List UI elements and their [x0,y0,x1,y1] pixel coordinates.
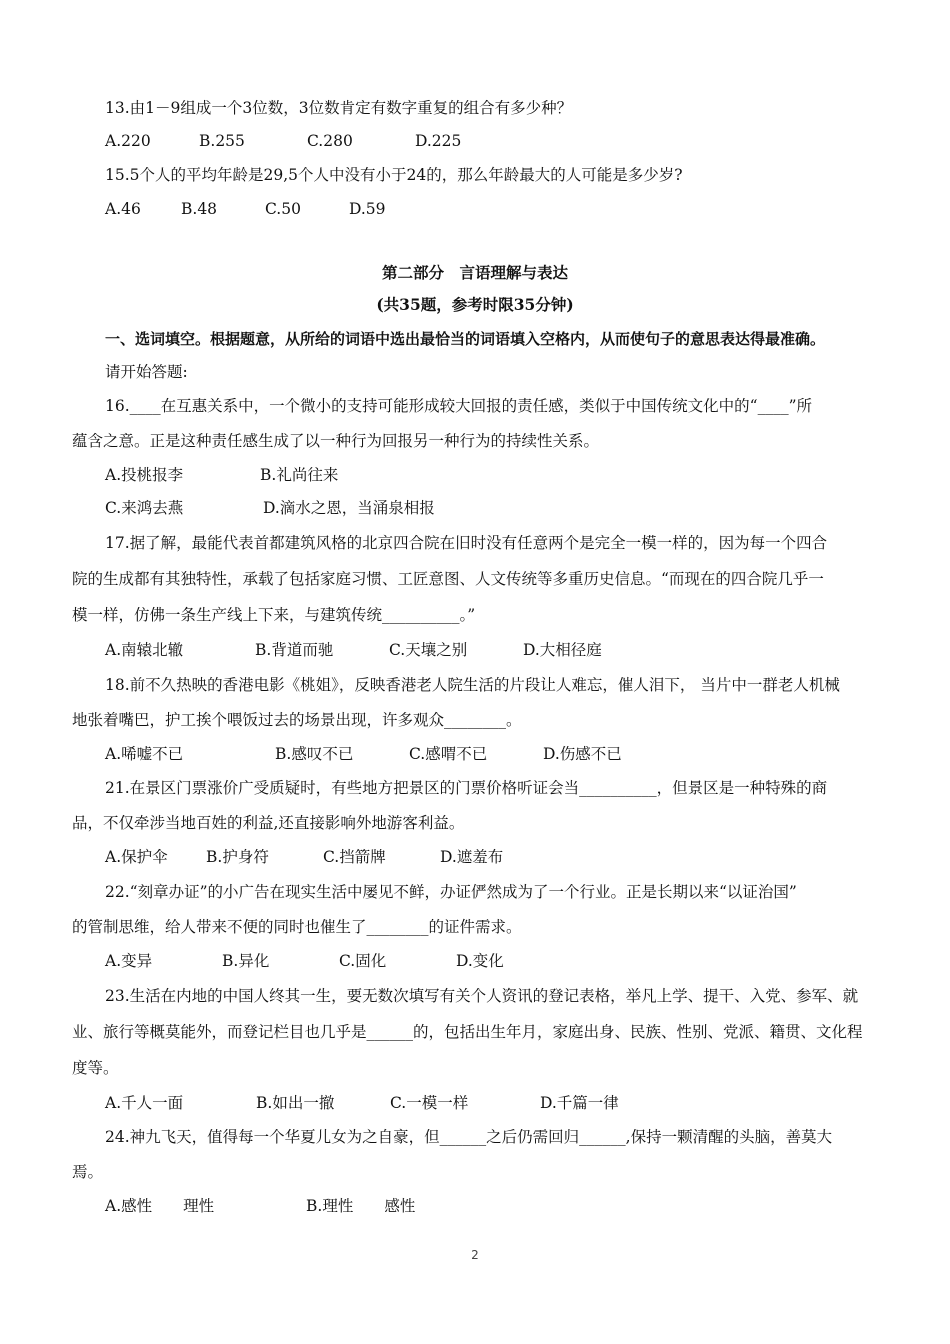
question-18-line2: 地张着嘴巴，护工挨个喂饭过去的场景出现，许多观众________。 [72,711,522,729]
question-23-line3: 度等。 [72,1059,119,1077]
option-d: D.千篇一律 [540,1094,619,1112]
option-c: C.50 [265,200,301,218]
option-d: D.伤感不已 [543,745,622,763]
question-17-line2: 院的生成都有其独特性，承载了包括家庭习惯、工匠意图、人文传统等多重历史信息。“而现在的四合院几乎一 [72,570,824,588]
question-15-options [105,199,386,219]
question-16-line2: 蕴含之意。正是这种责任感生成了以一种行为回报另一种行为的持续性关系。 [72,432,600,450]
question-24-line1: 24.神九飞天，值得每一个华夏儿女为之自豪，但______之后仍需回归______,保持一颗清醒的头脑，善莫大 [105,1128,833,1146]
option-a: A.投桃报李 [105,466,184,484]
option-a: A.220 [105,132,151,150]
question-16-options-row2 [105,498,435,518]
option-b: B.礼尚往来 [260,466,339,484]
question-18-line1: 18.前不久热映的香港电影《桃姐》，反映香港老人院生活的片段让人难忘，催人泪下， 当片中一群老人机械 [105,676,840,694]
option-d: D.变化 [456,952,504,970]
question-21-line1: 21.在景区门票涨价广受质疑时，有些地方把景区的门票价格听证会当__________，但景区是一种特殊的商 [105,779,828,797]
question-17-line1: 17.据了解，最能代表首都建筑风格的北京四合院在旧时没有任意两个是完全一模一样的，因为每一个四合 [105,534,828,552]
option-b: B.理性 感性 [306,1197,416,1215]
question-24-line2: 焉。 [72,1163,104,1181]
option-c: C.一模一样 [390,1094,469,1112]
option-b: B.感叹不已 [275,745,354,763]
question-23-options [105,1093,619,1113]
section-subtitle: (共35题，参考时限35分钟) [376,295,574,314]
option-b: B.48 [181,200,218,218]
question-22-line1: 22.“刻章办证”的小广告在现实生活中屡见不鲜，办证俨然成为了一个行业。正是长期以来“以证治国” [105,883,797,901]
question-13-options [105,131,461,151]
question-22-options [105,951,504,971]
question-21-options [105,847,503,867]
option-a: A.感性 理性 [105,1197,215,1215]
question-15-stem: 15.5个人的平均年龄是29,5个人中没有小于24的，那么年龄最大的人可能是多少岁? [105,166,683,184]
section-title: 第二部分 言语理解与表达 [381,263,568,282]
option-d: D.225 [415,132,462,150]
option-d: D.59 [349,200,386,218]
option-d: D.大相径庭 [523,641,602,659]
start-prompt: 请开始答题: [105,363,188,381]
option-b: B.如出一撤 [256,1094,335,1112]
option-c: C.天壤之别 [389,641,468,659]
question-21-line2: 品，不仅牵涉当地百姓的利益,还直接影响外地游客利益。 [72,814,465,832]
option-b: B.背道而驰 [255,641,334,659]
option-d: D.滴水之恩，当涌泉相报 [263,499,435,517]
option-c: C.280 [307,132,353,150]
option-a: A.唏嘘不已 [105,745,184,763]
option-c: C.挡箭牌 [323,848,386,866]
option-b: B.255 [199,132,245,150]
section-instruction: 一、选词填空。根据题意，从所给的词语中选出最恰当的词语填入空格内，从而使句子的意思表达得最准确。 [105,330,826,348]
option-c: C.固化 [339,952,387,970]
question-24-options [105,1196,415,1216]
question-16-line1: 16.____在互惠关系中，一个微小的支持可能形成较大回报的责任感，类似于中国传统文化中的“____”所 [105,397,813,415]
question-16-options-row1 [105,465,338,485]
option-a: A.保护伞 [105,848,168,866]
option-d: D.遮羞布 [440,848,504,866]
question-22-line2: 的管制思维，给人带来不便的同时也催生了________的证件需求。 [72,918,522,936]
option-a: A.变异 [105,952,153,970]
option-b: B.护身符 [206,848,269,866]
option-c: C.来鸿去燕 [105,499,184,517]
option-b: B.异化 [222,952,270,970]
question-23-line1: 23.生活在内地的中国人终其一生，要无数次填写有关个人资讯的登记表格，举凡上学、提干、入党、参军、就 [105,987,859,1005]
question-18-options [105,744,622,764]
page-number: 2 [471,1248,479,1262]
option-c: C.感喟不已 [409,745,488,763]
question-23-line2: 业、旅行等概莫能外，而登记栏目也几乎是______的，包括出生年月，家庭出身、民族、性别、党派、籍贯、文化程 [72,1023,863,1041]
question-17-options [105,640,602,660]
question-13-stem: 13.由1－9组成一个3位数，3位数肯定有数字重复的组合有多少种？ [105,99,573,117]
option-a: A.46 [105,200,141,218]
question-17-line3: 模一样，仿佛一条生产线上下来，与建筑传统__________。” [72,606,476,624]
option-a: A.南辕北辙 [105,641,184,659]
option-a: A.千人一面 [105,1094,184,1112]
